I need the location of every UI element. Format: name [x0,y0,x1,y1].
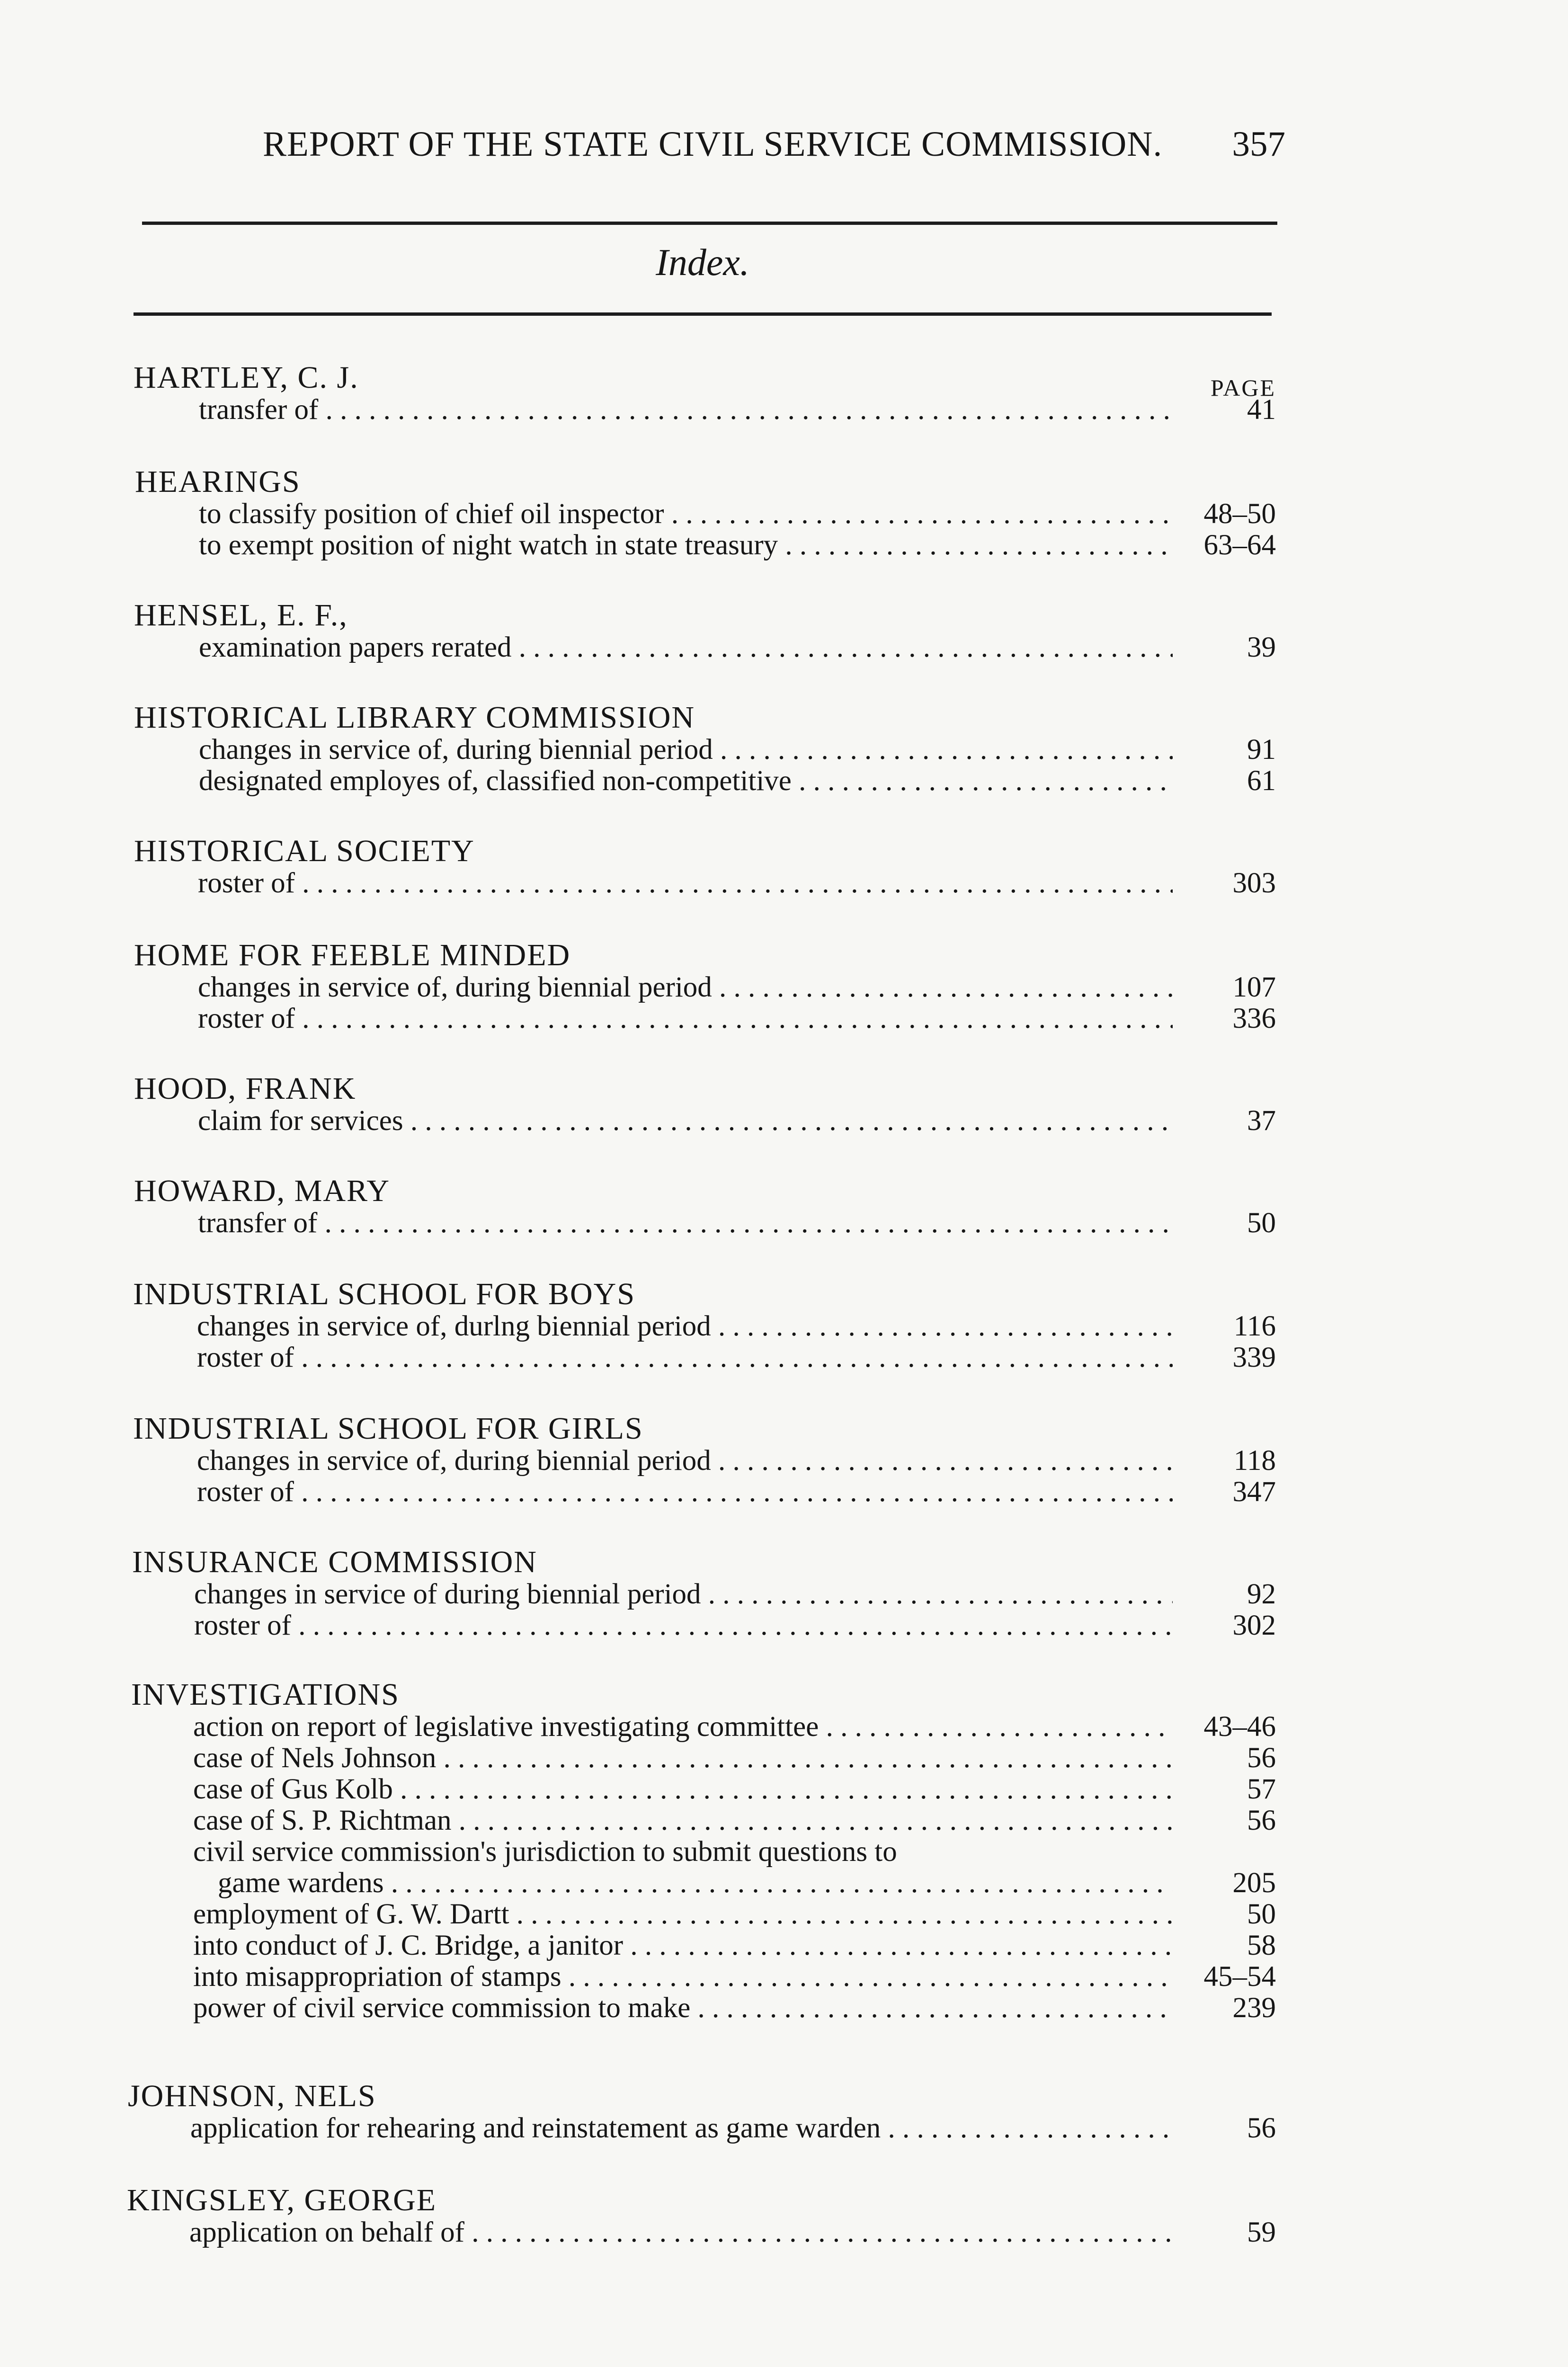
line-page-ref: 56 [1247,1742,1276,1774]
index-heading: Index. [656,242,749,284]
entry-heading: HARTLEY, C. J. [134,360,359,395]
index-line [0,1207,1568,1239]
line-page-ref: 43–46 [1203,1711,1276,1743]
line-subject: case of Gus Kolb . . . [193,1773,1173,1806]
entry-heading: HOWARD, MARY [134,1174,391,1208]
index-line [0,2112,1568,2145]
line-subject: application for rehearing and reinstatement as game warden . . . [190,2112,1173,2145]
line-subject: case of S. P. Richtman . . . [193,1805,1173,1837]
index-line [0,1742,1568,1774]
index-line [0,1773,1568,1806]
index-line [0,1961,1568,1993]
entry-heading: HEARINGS [135,464,301,499]
line-page-ref: 50 [1247,1898,1276,1930]
entry-heading: KINGSLEY, GEORGE [127,2183,437,2217]
line-page-ref: 336 [1232,1003,1276,1034]
line-page-ref: 48–50 [1203,498,1276,530]
line-subject: roster of . . . [198,867,1173,899]
line-subject: civil service commission's jurisdiction to submit questions to [193,1836,897,1868]
index-line [0,971,1568,1004]
line-page-ref: 92 [1247,1578,1276,1610]
line-page-ref: 45–54 [1203,1961,1276,1993]
index-line [0,2216,1568,2249]
line-subject: to classify position of chief oil inspector . . . [199,498,1173,530]
index-line [0,529,1568,561]
index-line [0,1445,1568,1477]
index-line [0,765,1568,797]
line-page-ref: 57 [1247,1773,1276,1805]
line-page-ref: 107 [1232,971,1276,1003]
line-page-ref: 339 [1232,1342,1276,1373]
index-line [0,1836,1568,1868]
index-line [0,867,1568,899]
entry-heading: INVESTIGATIONS [131,1677,400,1712]
line-page-ref: 39 [1247,632,1276,663]
line-page-ref: 58 [1247,1930,1276,1961]
index-line [0,1476,1568,1508]
line-page-ref: 41 [1247,394,1276,426]
line-subject: transfer of . . . [199,394,1173,426]
line-subject: changes in service of during biennial period . . . [194,1578,1173,1611]
index-line [0,1930,1568,1962]
line-subject: changes in service of, during biennial period . . . [199,734,1173,766]
index-line [0,1898,1568,1931]
entry-heading: INSURANCE COMMISSION [132,1545,537,1579]
running-title: REPORT OF THE STATE CIVIL SERVICE COMMISSION. [263,125,1163,164]
line-page-ref: 347 [1232,1476,1276,1508]
line-subject: into misappropriation of stamps . . . [193,1961,1173,1993]
line-page-ref: 61 [1247,765,1276,797]
line-subject: designated employes of, classified non-competitive . . . [199,765,1173,797]
line-subject: transfer of . . . [198,1207,1173,1239]
line-subject: game wardens . . . [218,1867,1173,1899]
index-line [0,1578,1568,1611]
line-page-ref: 56 [1247,1805,1276,1836]
line-page-ref: 91 [1247,734,1276,765]
line-subject: claim for services . . . [198,1105,1173,1137]
index-line [0,498,1568,530]
line-subject: changes in service of, during biennial period . . . [198,971,1173,1004]
line-subject: examination papers rerated . . . [199,632,1173,664]
line-subject: application on behalf of . . . [189,2216,1173,2249]
line-page-ref: 56 [1247,2112,1276,2144]
index-line [0,1610,1568,1642]
index-line [0,734,1568,766]
index-line [0,1992,1568,2024]
line-subject: changes in service of, durlng biennial period . . . [197,1310,1173,1343]
index-line [0,1342,1568,1374]
entry-heading: HISTORICAL SOCIETY [134,834,475,868]
line-subject: roster of . . . [197,1342,1173,1374]
index-line [0,394,1568,426]
line-subject: into conduct of J. C. Bridge, a janitor . . . [193,1930,1173,1962]
entry-heading: HENSEL, E. F., [134,598,348,632]
line-page-ref: 118 [1233,1445,1276,1477]
entry-heading: JOHNSON, NELS [128,2079,376,2113]
index-line [0,1310,1568,1343]
index-line [0,1805,1568,1837]
line-page-ref: 50 [1247,1207,1276,1239]
page-number: 357 [1232,125,1285,164]
line-page-ref: 116 [1233,1310,1276,1342]
page-column-label: PAGE [1211,374,1276,401]
entry-heading: HOOD, FRANK [134,1071,356,1106]
line-page-ref: 302 [1232,1610,1276,1641]
line-subject: changes in service of, during biennial period . . . [197,1445,1173,1477]
entry-heading: INDUSTRIAL SCHOOL FOR GIRLS [133,1411,643,1446]
line-page-ref: 303 [1232,867,1276,899]
line-page-ref: 205 [1232,1867,1276,1899]
line-page-ref: 239 [1232,1992,1276,2024]
line-page-ref: 63–64 [1203,529,1276,561]
index-line [0,1867,1568,1899]
line-subject: power of civil service commission to make . . . [193,1992,1173,2024]
line-subject: roster of . . . [194,1610,1173,1642]
entry-heading: INDUSTRIAL SCHOOL FOR BOYS [133,1277,636,1311]
line-subject: case of Nels Johnson . . . [193,1742,1173,1774]
index-line [0,1711,1568,1743]
line-subject: roster of . . . [198,1003,1173,1035]
line-subject: employment of G. W. Dartt . . . [193,1898,1173,1931]
index-line [0,632,1568,664]
line-subject: roster of . . . [197,1476,1173,1508]
line-subject: to exempt position of night watch in state treasury . . . [199,529,1173,561]
line-page-ref: 37 [1247,1105,1276,1137]
index-line [0,1105,1568,1137]
entry-heading: HOME FOR FEEBLE MINDED [134,938,571,972]
line-subject: action on report of legislative investigating committee . . . [193,1711,1173,1743]
entry-heading: HISTORICAL LIBRARY COMMISSION [134,700,695,735]
index-line [0,1003,1568,1035]
line-page-ref: 59 [1247,2216,1276,2248]
